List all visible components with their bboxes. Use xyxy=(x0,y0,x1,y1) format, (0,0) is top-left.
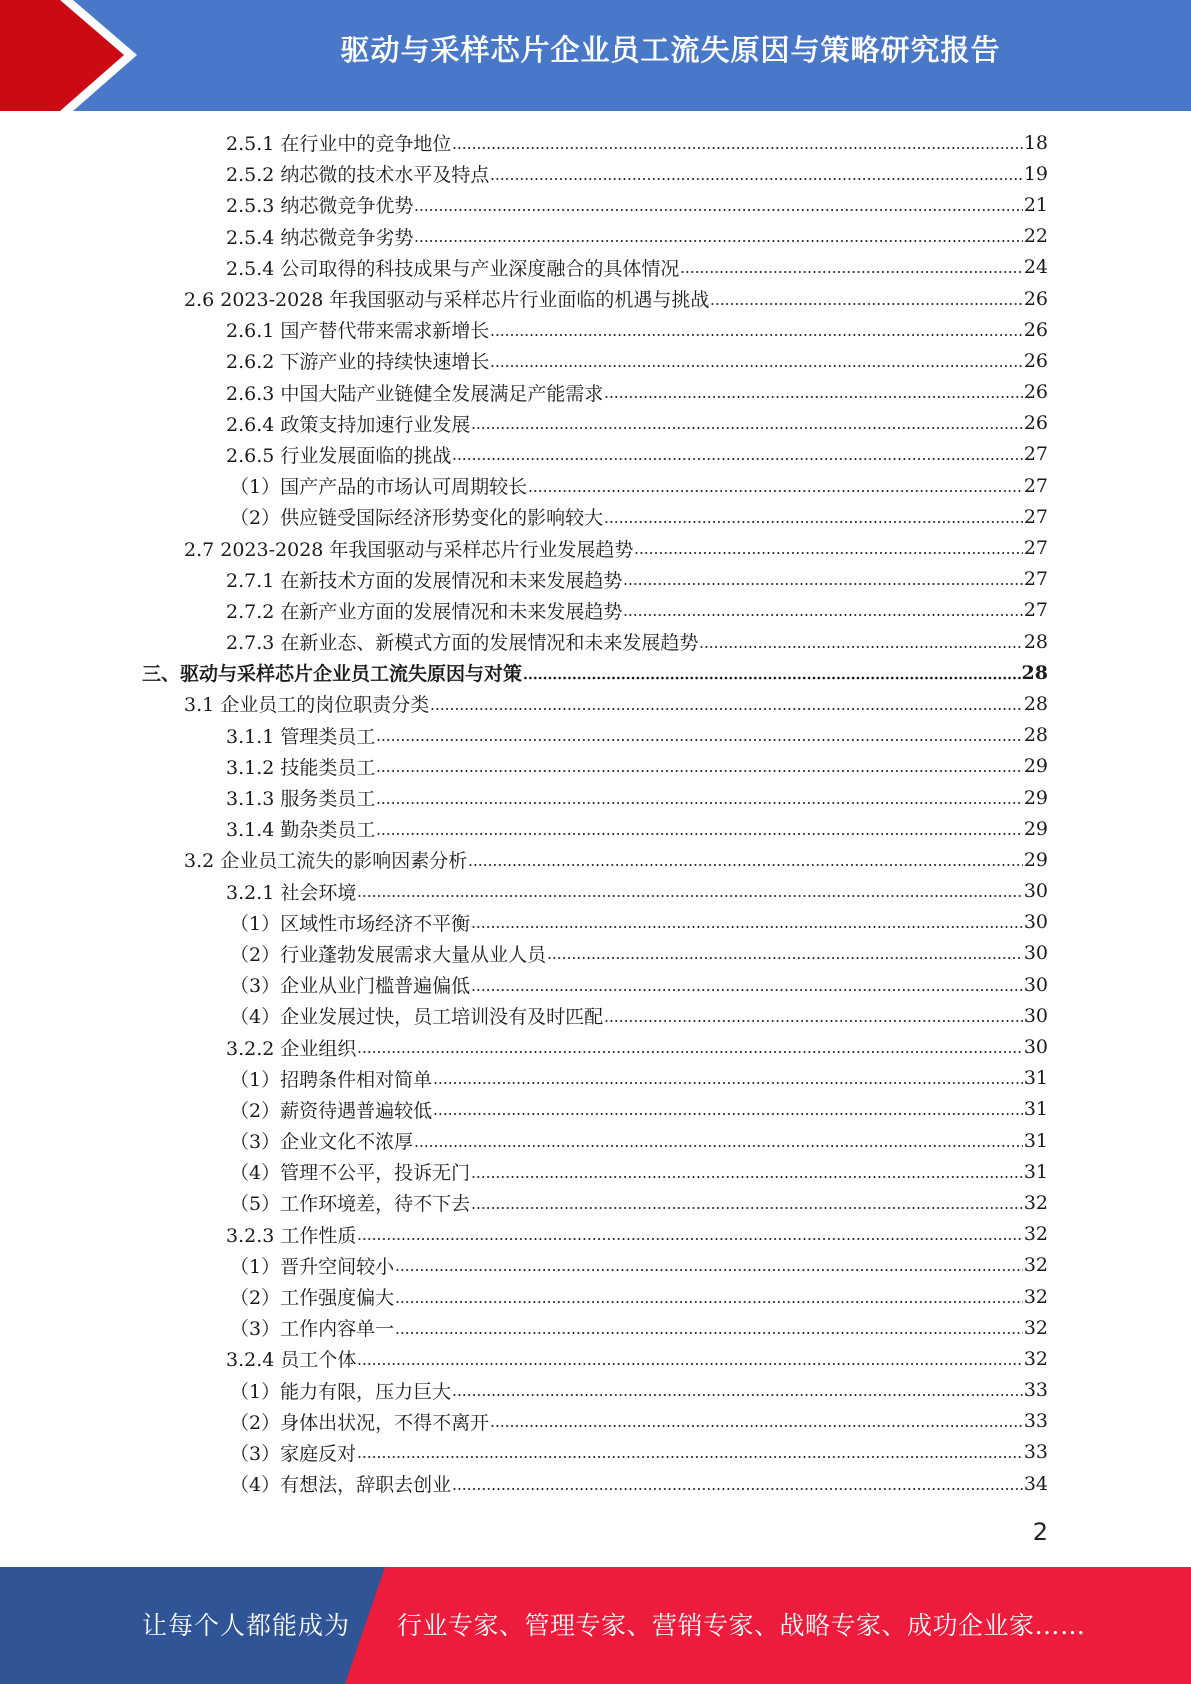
toc-entry-page: 30 xyxy=(1023,880,1048,903)
toc-entry-page: 29 xyxy=(1023,848,1048,871)
toc-dot-leader xyxy=(623,580,1022,588)
toc-dot-leader xyxy=(471,424,1022,432)
toc-entry[interactable] xyxy=(226,345,1048,376)
toc-entry-title: 2.6 2023-2028 年我国驱动与采样芯片行业面临的机遇与挑战 xyxy=(184,289,710,312)
toc-entry-page: 32 xyxy=(1023,1347,1048,1370)
toc-dot-leader xyxy=(414,206,1022,214)
toc-dot-leader xyxy=(471,1204,1023,1212)
toc-entry[interactable] xyxy=(230,1125,1048,1156)
toc-entry[interactable] xyxy=(226,751,1048,782)
toc-dot-leader xyxy=(490,1422,1023,1430)
toc-entry[interactable] xyxy=(230,1281,1048,1312)
toc-entry-title: 3.1.4 勤杂类员工 xyxy=(226,819,376,842)
toc-entry[interactable] xyxy=(184,688,1048,719)
toc-entry-page: 18 xyxy=(1023,131,1048,154)
toc-entry-page: 32 xyxy=(1023,1223,1048,1246)
toc-entry-title: 2.6.5 行业发展面临的挑战 xyxy=(226,444,452,467)
toc-entry[interactable] xyxy=(226,1343,1048,1374)
table-of-contents xyxy=(0,127,1191,1499)
page-number: 2 xyxy=(1032,1518,1048,1546)
header-red-chevron-icon xyxy=(0,0,150,111)
toc-dot-leader xyxy=(528,487,1023,495)
toc-entry[interactable] xyxy=(230,1437,1048,1468)
toc-entry-title: （1）能力有限，压力巨大 xyxy=(230,1380,452,1403)
toc-entry[interactable] xyxy=(230,1063,1048,1094)
footer-slogan-left: 让每个人都能成为 xyxy=(142,1611,351,1640)
toc-dot-leader xyxy=(452,1485,1023,1493)
toc-entry[interactable] xyxy=(226,439,1048,470)
toc-entry-page: 32 xyxy=(1023,1285,1048,1308)
toc-entry-page: 30 xyxy=(1023,1004,1048,1027)
toc-entry-page: 28 xyxy=(1021,661,1048,684)
toc-entry-page: 29 xyxy=(1023,817,1048,840)
toc-dot-leader xyxy=(471,1173,1023,1181)
toc-dot-leader xyxy=(357,1453,1023,1461)
toc-entry-page: 30 xyxy=(1023,1036,1048,1059)
toc-entry[interactable] xyxy=(226,221,1048,252)
toc-entry-title: 3.1.1 管理类员工 xyxy=(226,725,376,748)
toc-dot-leader xyxy=(490,175,1022,183)
toc-entry-title: 2.6.3 中国大陆产业链健全发展满足产能需求 xyxy=(226,382,604,405)
toc-entry[interactable] xyxy=(226,1031,1048,1062)
toc-dot-leader xyxy=(395,1298,1023,1306)
toc-entry-title: （3）企业文化不浓厚 xyxy=(230,1131,414,1154)
header-banner xyxy=(0,0,1191,111)
toc-entry-page: 27 xyxy=(1023,505,1048,528)
toc-entry-page: 31 xyxy=(1023,1160,1048,1183)
toc-dot-leader xyxy=(414,237,1022,245)
toc-entry-title: （3）企业从业门槛普遍偏低 xyxy=(230,975,471,998)
toc-entry-page: 26 xyxy=(1023,381,1048,404)
toc-entry-page: 34 xyxy=(1023,1472,1048,1495)
toc-entry-title: 2.6.4 政策支持加速行业发展 xyxy=(226,413,471,436)
toc-entry-title: （3）工作内容单一 xyxy=(230,1318,395,1341)
toc-entry[interactable] xyxy=(230,501,1048,532)
toc-dot-leader xyxy=(376,736,1022,744)
footer-slogan-right: 行业专家、管理专家、营销专家、战略专家、成功企业家…… xyxy=(397,1611,1086,1640)
toc-entry-page: 32 xyxy=(1023,1191,1048,1214)
toc-entry-title: 3.1.2 技能类员工 xyxy=(226,756,376,779)
toc-entry-title: 2.5.3 纳芯微竞争优势 xyxy=(226,195,414,218)
toc-entry[interactable] xyxy=(230,1468,1048,1499)
toc-entry[interactable] xyxy=(142,657,1048,688)
toc-entry-title: 2.6.2 下游产业的持续快速增长 xyxy=(226,351,490,374)
toc-dot-leader xyxy=(433,1079,1023,1087)
toc-entry-page: 33 xyxy=(1023,1379,1048,1402)
toc-entry-page: 26 xyxy=(1023,287,1048,310)
toc-entry-page: 31 xyxy=(1023,1098,1048,1121)
toc-entry-page: 26 xyxy=(1023,349,1048,372)
toc-entry-title: 3.2.3 工作性质 xyxy=(226,1224,357,1247)
toc-entry[interactable] xyxy=(184,844,1048,875)
toc-entry[interactable] xyxy=(230,1156,1048,1187)
toc-entry-title: 3.1 企业员工的岗位职责分类 xyxy=(184,694,430,717)
toc-dot-leader xyxy=(604,393,1022,401)
toc-entry[interactable] xyxy=(230,1094,1048,1125)
toc-entry-page: 19 xyxy=(1023,162,1048,185)
toc-dot-leader xyxy=(523,674,1021,682)
toc-entry[interactable] xyxy=(230,1406,1048,1437)
toc-entry[interactable] xyxy=(226,189,1048,220)
toc-entry-page: 29 xyxy=(1023,755,1048,778)
toc-entry-title: （2）身体出状况，不得不离开 xyxy=(230,1411,490,1434)
toc-entry-page: 24 xyxy=(1023,256,1048,279)
toc-entry-page: 28 xyxy=(1023,692,1048,715)
toc-entry-title: （3）家庭反对 xyxy=(230,1442,357,1465)
toc-entry-title: （2）薪资待遇普遍较低 xyxy=(230,1099,433,1122)
toc-entry-title: （4）管理不公平，投诉无门 xyxy=(230,1162,471,1185)
toc-entry-page: 32 xyxy=(1023,1316,1048,1339)
toc-entry-page: 30 xyxy=(1023,942,1048,965)
toc-entry[interactable] xyxy=(230,1187,1048,1218)
toc-dot-leader xyxy=(414,1142,1023,1150)
toc-entry-title: （1）区域性市场经济不平衡 xyxy=(230,912,471,935)
footer-banner xyxy=(0,1567,1191,1684)
toc-entry[interactable] xyxy=(230,1375,1048,1406)
toc-entry-title: 3.1.3 服务类员工 xyxy=(226,788,376,811)
toc-entry-title: （1）晋升空间较小 xyxy=(230,1255,395,1278)
toc-entry[interactable] xyxy=(226,1219,1048,1250)
toc-entry-title: 2.5.1 在行业中的竞争地位 xyxy=(226,133,452,156)
toc-dot-leader xyxy=(547,954,1023,962)
toc-entry-page: 26 xyxy=(1023,412,1048,435)
toc-entry-page: 28 xyxy=(1023,630,1048,653)
toc-entry[interactable] xyxy=(226,252,1048,283)
toc-entry-title: （4）有想法，辞职去创业 xyxy=(230,1474,452,1497)
toc-entry-title: （1）招聘条件相对简单 xyxy=(230,1068,433,1091)
toc-entry[interactable] xyxy=(226,158,1048,189)
toc-entry-title: 2.7 2023-2028 年我国驱动与采样芯片行业发展趋势 xyxy=(184,538,634,561)
toc-entry-title: （5）工作环境差，待不下去 xyxy=(230,1193,471,1216)
toc-entry-page: 27 xyxy=(1023,599,1048,622)
toc-entry-page: 30 xyxy=(1023,911,1048,934)
toc-entry[interactable] xyxy=(230,907,1048,938)
toc-entry[interactable] xyxy=(226,720,1048,751)
toc-dot-leader xyxy=(376,799,1022,807)
toc-entry-title: 2.7.3 在新业态、新模式方面的发展情况和未来发展趋势 xyxy=(226,632,699,655)
toc-entry-title: 2.5.4 纳芯微竞争劣势 xyxy=(226,226,414,249)
toc-entry-page: 27 xyxy=(1023,537,1048,560)
toc-dot-leader xyxy=(357,1048,1022,1056)
toc-entry[interactable] xyxy=(230,1000,1048,1031)
toc-entry-title: 3.2.4 员工个体 xyxy=(226,1349,357,1372)
toc-entry-page: 27 xyxy=(1023,443,1048,466)
toc-entry-title: （1）国产产品的市场认可周期较长 xyxy=(230,476,528,499)
toc-dot-leader xyxy=(395,1329,1023,1337)
toc-entry-title: 2.5.2 纳芯微的技术水平及特点 xyxy=(226,164,490,187)
toc-entry-page: 21 xyxy=(1023,193,1048,216)
toc-entry-page: 22 xyxy=(1023,225,1048,248)
toc-dot-leader xyxy=(490,331,1022,339)
toc-entry[interactable] xyxy=(226,782,1048,813)
toc-entry-title: 2.6.1 国产替代带来需求新增长 xyxy=(226,320,490,343)
document-title: 驱动与采样芯片企业员工流失原因与策略研究报告 xyxy=(340,33,1001,67)
toc-entry[interactable] xyxy=(230,969,1048,1000)
toc-entry-page: 32 xyxy=(1023,1254,1048,1277)
toc-dot-leader xyxy=(604,518,1023,526)
toc-entry[interactable] xyxy=(226,876,1048,907)
toc-dot-leader xyxy=(699,643,1022,651)
toc-dot-leader xyxy=(376,830,1022,838)
toc-entry[interactable] xyxy=(230,470,1048,501)
toc-dot-leader xyxy=(471,923,1023,931)
toc-dot-leader xyxy=(452,455,1022,463)
toc-entry[interactable] xyxy=(226,564,1048,595)
toc-dot-leader xyxy=(433,1110,1023,1118)
toc-entry-page: 31 xyxy=(1023,1067,1048,1090)
toc-dot-leader xyxy=(452,1391,1023,1399)
toc-entry-title: （2）行业蓬勃发展需求大量从业人员 xyxy=(230,943,547,966)
toc-entry[interactable] xyxy=(184,283,1048,314)
toc-entry-title: 3.2.2 企业组织 xyxy=(226,1037,357,1060)
toc-entry-page: 33 xyxy=(1023,1410,1048,1433)
toc-entry[interactable] xyxy=(226,127,1048,158)
toc-entry[interactable] xyxy=(184,532,1048,563)
toc-entry-page: 28 xyxy=(1023,724,1048,747)
toc-dot-leader xyxy=(430,705,1023,713)
toc-entry-title: 2.5.4 公司取得的科技成果与产业深度融合的具体情况 xyxy=(226,257,680,280)
toc-entry[interactable] xyxy=(230,1250,1048,1281)
toc-entry-title: 3.2.1 社会环境 xyxy=(226,881,357,904)
toc-entry-page: 31 xyxy=(1023,1129,1048,1152)
toc-entry-page: 30 xyxy=(1023,973,1048,996)
toc-dot-leader xyxy=(604,1017,1023,1025)
toc-dot-leader xyxy=(395,1266,1023,1274)
toc-entry-title: （2）供应链受国际经济形势变化的影响较大 xyxy=(230,507,604,530)
toc-entry[interactable] xyxy=(226,377,1048,408)
toc-entry[interactable] xyxy=(226,595,1048,626)
toc-dot-leader xyxy=(680,268,1022,276)
toc-entry[interactable] xyxy=(226,314,1048,345)
toc-dot-leader xyxy=(357,892,1022,900)
toc-entry-title: （2）工作强度偏大 xyxy=(230,1287,395,1310)
toc-entry-page: 27 xyxy=(1023,474,1048,497)
toc-dot-leader xyxy=(357,1235,1022,1243)
toc-dot-leader xyxy=(471,986,1023,994)
toc-entry-title: 2.7.1 在新技术方面的发展情况和未来发展趋势 xyxy=(226,569,623,592)
toc-dot-leader xyxy=(490,362,1022,370)
toc-entry[interactable] xyxy=(230,938,1048,969)
toc-dot-leader xyxy=(452,144,1022,152)
toc-entry-page: 29 xyxy=(1023,786,1048,809)
toc-dot-leader xyxy=(357,1360,1022,1368)
toc-entry[interactable] xyxy=(230,1312,1048,1343)
toc-dot-leader xyxy=(623,611,1022,619)
toc-dot-leader xyxy=(710,300,1022,308)
toc-entry[interactable] xyxy=(226,408,1048,439)
toc-dot-leader xyxy=(468,861,1023,869)
toc-entry-title: 3.2 企业员工流失的影响因素分析 xyxy=(184,850,468,873)
toc-dot-leader xyxy=(634,549,1022,557)
toc-entry[interactable] xyxy=(226,626,1048,657)
toc-entry[interactable] xyxy=(226,813,1048,844)
toc-entry-title: 三、驱动与采样芯片企业员工流失原因与对策 xyxy=(142,663,523,686)
toc-entry-page: 33 xyxy=(1023,1441,1048,1464)
toc-dot-leader xyxy=(376,767,1022,775)
toc-entry-page: 27 xyxy=(1023,568,1048,591)
toc-entry-title: 2.7.2 在新产业方面的发展情况和未来发展趋势 xyxy=(226,600,623,623)
toc-entry-page: 26 xyxy=(1023,318,1048,341)
toc-entry-title: （4）企业发展过快，员工培训没有及时匹配 xyxy=(230,1006,604,1029)
